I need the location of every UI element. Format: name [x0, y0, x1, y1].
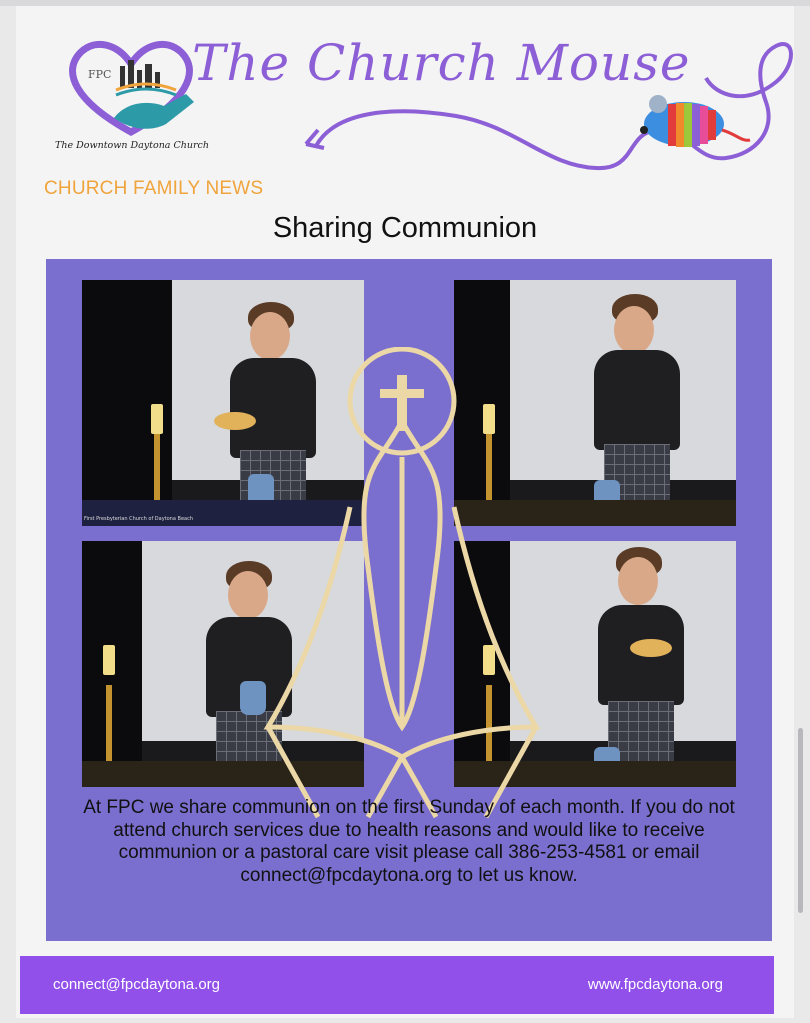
- logo-caption: The Downtown Daytona Church: [55, 140, 209, 151]
- section-label: CHURCH FAMILY NEWS: [44, 178, 264, 199]
- article-body: At FPC we share communion on the first Sunday of each month. If you do not attend church services due to health reasons and would like to receive communion or a pastoral care visit please call 386-253-4581 or email connect@fpcdaytona.org to let us know.: [83, 797, 735, 886]
- praying-hands-cross-icon: [258, 347, 558, 867]
- footer-website-link[interactable]: www.fpcdaytona.org: [587, 976, 723, 993]
- newsletter-page: [16, 6, 794, 1018]
- logo-letters: FPC: [88, 68, 112, 81]
- communion-panel: [46, 259, 772, 941]
- church-logo: [56, 32, 206, 142]
- article-headline: Sharing Communion: [272, 212, 538, 244]
- footer-email-link[interactable]: connect@fpcdaytona.org: [53, 976, 220, 993]
- scrollbar-thumb[interactable]: [798, 728, 803, 913]
- photo-caption: First Presbyterian Church of Daytona Beach: [84, 516, 193, 522]
- footer-bar: [20, 956, 774, 1014]
- newsletter-title: The Church Mouse: [192, 34, 691, 92]
- rainbow-mouse-icon: [624, 90, 752, 154]
